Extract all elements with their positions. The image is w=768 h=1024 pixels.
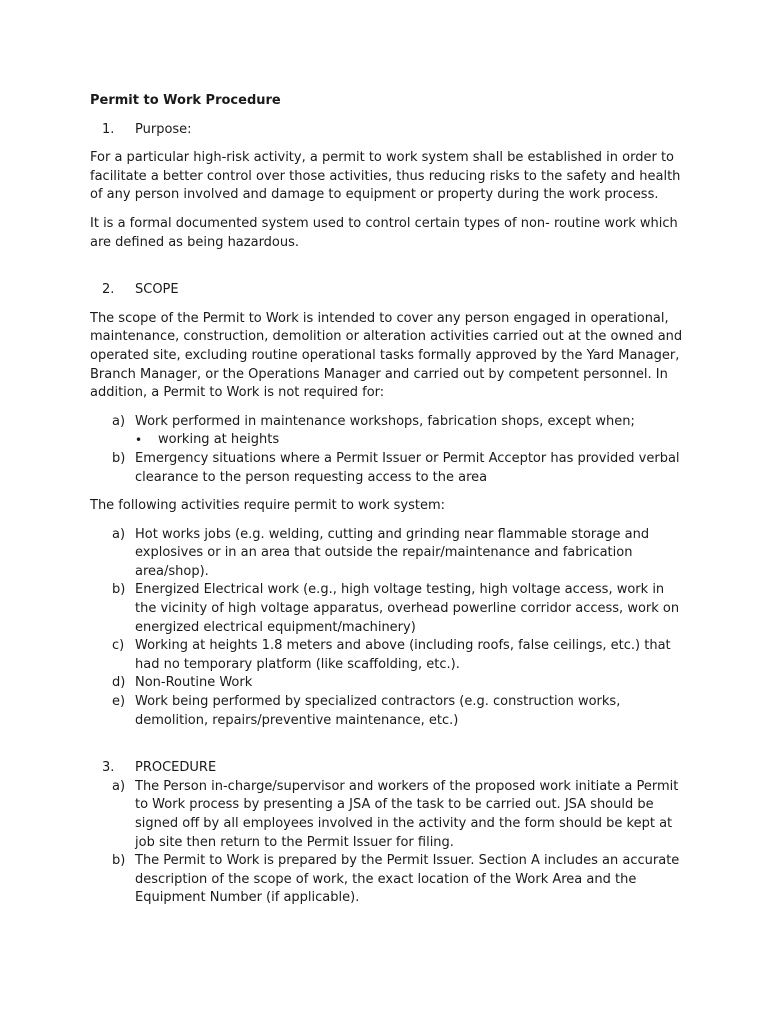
list-marker: a): [112, 778, 126, 794]
list-item-text: Work performed in maintenance workshops, fabrication shops, except when;: [135, 413, 635, 429]
list-item: [90, 413, 686, 450]
section-3-number: 3.: [102, 760, 115, 776]
section-1-heading: [90, 121, 686, 140]
list-item: [90, 852, 686, 908]
document-title: Permit to Work Procedure: [90, 93, 281, 108]
list-item-text: The Person in-charge/supervisor and workers of the proposed work initiate a Permit to Work process by presenting a JSA of the task to be carried out. JSA should be signed off by all employees involved in the activity and the form should be kept at job site then return to the Permit Issuer for filing.: [135, 778, 679, 850]
document-page: [90, 92, 686, 918]
section-spacer: [90, 262, 686, 281]
list-marker: c): [112, 638, 125, 654]
section-2-number: 2.: [102, 282, 115, 298]
list-marker: d): [112, 675, 126, 691]
list-marker: b): [112, 582, 126, 598]
list-marker: a): [112, 413, 126, 429]
list-marker: b): [112, 853, 126, 869]
purpose-paragraph-2: It is a formal documented system used to control certain types of non- routine work which are defined as being hazardous.: [90, 215, 678, 250]
list-marker: b): [112, 450, 126, 466]
list-item-text: Emergency situations where a Permit Issuer or Permit Acceptor has provided verbal clearance to the person requesting access to the area: [135, 450, 680, 485]
list-item: [90, 674, 686, 693]
bullet-icon: •: [135, 433, 143, 448]
list-item: [90, 581, 686, 637]
list-item: [90, 778, 686, 852]
section-spacer: [90, 740, 686, 759]
section-1-number: 1.: [102, 121, 115, 137]
section-1-title: Purpose:: [135, 121, 192, 137]
bullet-item: [135, 431, 686, 450]
list-item: [90, 526, 686, 582]
scope-paragraph: The scope of the Permit to Work is intended to cover any person engaged in operational, maintenance, construction, demolition or alteration activities carried out at the owned and operated site, excluding routine operational tasks formally approved by the Yard Manager, Branch Manager, or the Operations Manager and carried out by competent personnel. In addition, a Permit to Work is not required for:: [90, 310, 683, 401]
procedure-list: [90, 778, 686, 908]
list-item-text: Hot works jobs (e.g. welding, cutting and grinding near flammable storage and explosives or in an area that outside the repair/maintenance and fabrication area/shop).: [135, 526, 650, 579]
list-item-text: Work being performed by specialized contractors (e.g. construction works, demolition, repairs/preventive maintenance, etc.): [135, 694, 621, 728]
list-item-text: Energized Electrical work (e.g., high voltage testing, high voltage access, work in the vicinity of high voltage apparatus, overhead powerline corridor access, work on energized electrical equipment/machinery): [135, 582, 680, 635]
list-item: [90, 693, 686, 730]
list-marker: e): [112, 694, 126, 710]
exclusion-list: [90, 413, 686, 487]
list-item-text: Working at heights 1.8 meters and above (including roofs, false ceilings, etc.) that had no temporary platform (like scaffolding, etc.).: [135, 638, 671, 672]
section-2-heading: [90, 281, 686, 300]
list-item-text: Non-Routine Work: [135, 675, 253, 691]
section-3-title: PROCEDURE: [135, 760, 217, 776]
purpose-paragraph-1: For a particular high-risk activity, a permit to work system shall be established in order to facilitate a better control over those activities, thus reducing risks to the safety and health of any person involved and damage to equipment or property during the work process.: [90, 150, 681, 203]
list-item: [90, 637, 686, 674]
section-2-title: SCOPE: [135, 282, 179, 298]
section-3-heading: [90, 759, 686, 778]
activities-list: [90, 526, 686, 731]
activities-intro: The following activities require permit to work system:: [90, 498, 445, 514]
list-marker: a): [112, 526, 126, 542]
bullet-list: [135, 431, 686, 450]
list-item: [90, 450, 686, 487]
bullet-item-text: working at heights: [158, 432, 280, 448]
list-item-text: The Permit to Work is prepared by the Permit Issuer. Section A includes an accurate description of the scope of work, the exact location of the Work Area and the Equipment Number (if applicable).: [135, 853, 680, 906]
